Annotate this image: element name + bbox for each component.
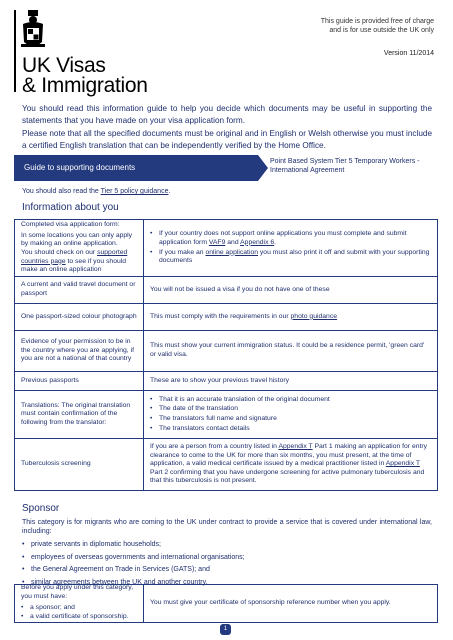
row-sub2-prefix: You should check on our (21, 249, 98, 256)
table-row (15, 276, 437, 303)
tier5-policy-link[interactable]: Tier 5 policy guidance (100, 188, 169, 195)
banner-category: Point Based System Tier 5 Temporary Workers - International Agreement (270, 158, 420, 174)
logo-line1: UK Visas (22, 54, 106, 77)
row-detail (144, 391, 437, 438)
also-read-prefix: You should also read the (22, 188, 101, 195)
guide-banner (14, 155, 438, 181)
row-sub: In some locations you can only apply by making an online application. (21, 231, 133, 248)
free-notice (321, 17, 434, 35)
list-item (150, 249, 431, 266)
photo-guidance-link[interactable]: photo guidance (290, 312, 338, 320)
intro-paragraph-1: You should read this information guide to help you decide which documents may be useful in supporting the statements that you have made on your visa application form. (22, 104, 432, 125)
row-detail (144, 304, 437, 330)
row-label (15, 585, 144, 622)
sponsor-heading: Sponsor (22, 503, 60, 514)
also-read-suffix: . (168, 188, 171, 195)
appendix6-link[interactable]: Appendix 6 (240, 238, 275, 246)
list-item: • the General Agreement on Trade in Services (GATS); and (22, 564, 432, 576)
list-item: • private servants in diplomatic households; (22, 539, 432, 551)
version-label: Version 11/2014 (383, 50, 434, 57)
list-item: • similar agreements between the UK and another country. (22, 577, 432, 589)
bullet-text: . (274, 238, 277, 246)
row-detail: You will not be issued a visa if you do not have one of these (150, 285, 330, 293)
row-detail: This must show your current immigration status. It could be a residence permit, 'green card' or valid visa. (150, 342, 425, 358)
list-item: • The translators full name and signature (150, 415, 431, 424)
table-row (15, 303, 437, 330)
list-item: • The translators contact details (150, 425, 431, 434)
sponsor-table (14, 584, 438, 623)
row-detail-text: This must comply with the requirements in our (150, 312, 291, 320)
online-application-link[interactable]: online application (205, 248, 259, 256)
row-label: One passport-sized colour photograph (15, 304, 144, 330)
row-detail-text: Part 1 making an application for entry clearance to come to the UK for more than six months, you must present, at the time of application, a valid medical certificate issued by a medical practitioner listed in (150, 443, 428, 468)
free-notice-line1: This guide is provided free of charge (320, 18, 434, 25)
list-item: • a valid certificate of sponsorship. (21, 613, 137, 622)
row-label: Tuberculosis screening (15, 439, 144, 490)
intro-paragraph-2: Please note that all the specified documents must be original and in English or Welsh otherwise you must include a certified English translation that can be independently verified by the Home Office. (22, 129, 432, 150)
list-item: • The date of the translation (150, 405, 431, 414)
row-detail (144, 439, 437, 490)
row-label: Evidence of your permission to be in the country where you are applying, if you are not a national of that country (15, 331, 144, 371)
row-label: Previous passports (15, 372, 144, 390)
vaf9-link[interactable]: VAF9 (208, 238, 226, 246)
sponsor-list (22, 538, 432, 589)
table-row (15, 371, 437, 390)
table-row (15, 390, 437, 438)
row-detail: You must give your certificate of sponsorship reference number when you apply. (150, 599, 391, 607)
logo-text (22, 56, 148, 96)
bullet-text: you must also print it off and submit with your supporting documents (159, 248, 430, 265)
row-sub2-suffix: to see if you should make an online application (21, 257, 127, 274)
row-detail (144, 220, 437, 276)
bullet-text: and (225, 238, 241, 246)
table-row (15, 219, 437, 276)
row-title: Completed visa application form: (21, 221, 120, 229)
info-heading: Information about you (22, 202, 119, 213)
row-label (15, 220, 144, 276)
logo-bar (14, 10, 16, 92)
list-item: • employees of overseas governments and international organisations; (22, 552, 432, 564)
appendix-t-link[interactable]: Appendix T (385, 460, 420, 468)
row-title: Before you apply under this category, you must have: (21, 584, 134, 600)
table-row (15, 330, 437, 371)
row-detail-text: If you are a person from a country listed in (150, 443, 279, 451)
page-number: 1 (220, 624, 231, 635)
supported-countries-link[interactable]: supported countries page (21, 249, 128, 265)
logo-line2: & Immigration (22, 74, 148, 97)
info-table (14, 219, 438, 491)
list-item: • a sponsor; and (21, 604, 137, 613)
sponsor-description: This category is for migrants who are coming to the UK under contract to provide a service that is covered under international law, including: (22, 519, 432, 535)
row-sub2 (21, 249, 137, 275)
appendix-t-link[interactable]: Appendix T (278, 443, 313, 451)
banner-title: Guide to supporting documents (14, 155, 258, 181)
list-item (150, 230, 431, 247)
royal-crest-icon (18, 8, 48, 52)
row-label: A current and valid travel document or passport (15, 277, 144, 303)
row-label: Translations: The original translation must contain confirmation of the following from the translator: (15, 391, 144, 438)
row-detail: These are to show your previous travel history (150, 376, 290, 384)
also-read-line (22, 188, 170, 195)
free-notice-line2: and is for use outside the UK only (329, 27, 434, 34)
table-row (15, 585, 437, 622)
banner-arrow-icon (258, 155, 268, 181)
table-row (15, 438, 437, 490)
bullet-text: If your country does not support online applications you must complete and submit application form (159, 230, 407, 246)
bullet-text: If you make an (159, 248, 206, 256)
list-item: • That it is an accurate translation of the original document (150, 396, 431, 405)
row-detail-text: Part 2 confirming that you have undergone screening for active pulmonary tuberculosis and that this tuberculosis is not present. (150, 468, 425, 485)
